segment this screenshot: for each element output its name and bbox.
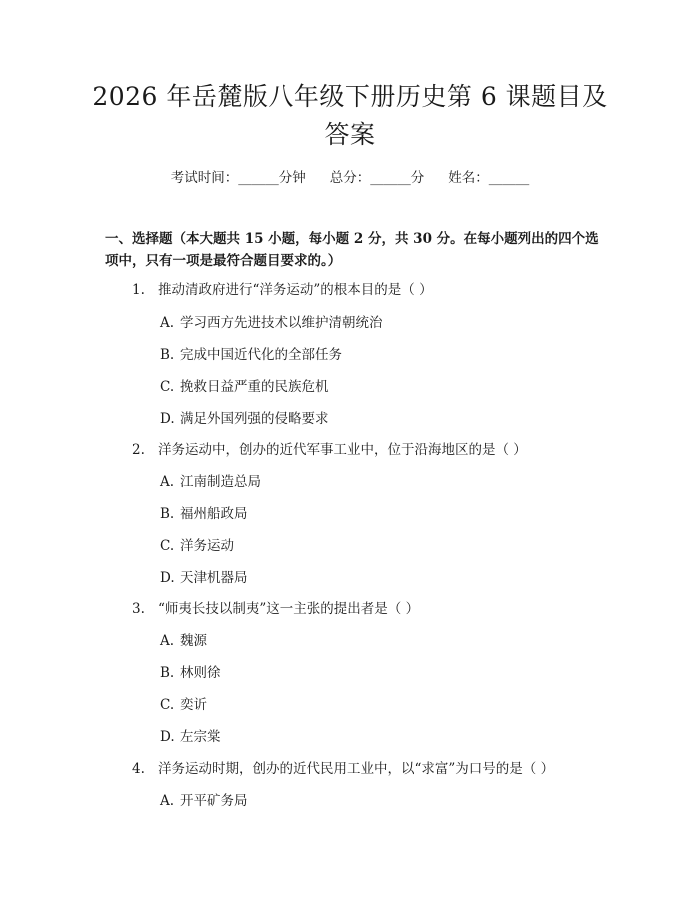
option-letter: A. [160, 315, 175, 331]
option-text: 挽救日益严重的民族危机 [180, 379, 329, 395]
option-letter: D. [160, 570, 175, 586]
name-label: 姓名：______ [448, 170, 530, 186]
title-line-1: 2026 年岳麓版八年级下册历史第 6 课题目及 [92, 82, 608, 111]
question-number: 2. [132, 442, 145, 458]
option-item [160, 536, 234, 556]
question-1 [132, 280, 433, 300]
question-text: 洋务运动中，创办的近代军事工业中，位于沿海地区的是（ ） [158, 442, 527, 458]
option-item [160, 663, 221, 683]
section-heading: 一、选择题（本大题共 15 小题，每小题 2 分，共 30 分。在每小题列出的四个选项中，只有一项是最符合题目要求的。） [105, 231, 599, 269]
option-item [160, 695, 207, 715]
option-text: 左宗棠 [180, 729, 221, 745]
question-number: 3. [132, 601, 145, 617]
option-item [160, 791, 248, 811]
option-item [160, 377, 329, 397]
total-score-label: 总分：______分 [329, 170, 425, 186]
option-item [160, 631, 207, 651]
question-number: 1. [132, 282, 145, 298]
question-number: 4. [132, 761, 145, 777]
option-text: 魏源 [180, 633, 207, 649]
option-letter: A. [160, 633, 175, 649]
page-title [90, 78, 610, 154]
question-3 [132, 599, 419, 619]
option-text: 洋务运动 [180, 538, 234, 554]
option-text: 江南制造总局 [180, 474, 261, 490]
question-text: 洋务运动时期，创办的近代民用工业中，以“求富”为口号的是（ ） [158, 761, 555, 777]
option-text: 奕䜣 [180, 697, 207, 713]
question-text: “师夷长技以制夷”这一主张的提出者是（ ） [158, 601, 420, 617]
option-text: 满足外国列强的侵略要求 [180, 411, 329, 427]
option-item [160, 727, 221, 747]
option-text: 天津机器局 [180, 570, 248, 586]
option-item [160, 504, 248, 524]
option-item [160, 568, 248, 588]
option-item [160, 472, 261, 492]
option-letter: A. [160, 474, 175, 490]
option-item [160, 313, 383, 333]
question-text: 推动清政府进行“洋务运动”的根本目的是（ ） [158, 282, 433, 298]
title-line-2: 答案 [324, 120, 376, 149]
option-letter: A. [160, 793, 175, 809]
option-text: 开平矿务局 [180, 793, 248, 809]
exam-time-label: 考试时间：______分钟 [170, 170, 306, 186]
option-letter: C. [160, 538, 175, 554]
option-item [160, 345, 342, 365]
option-letter: B. [160, 665, 175, 681]
option-letter: C. [160, 697, 175, 713]
option-text: 学习西方先进技术以维护清朝统治 [180, 315, 383, 331]
option-letter: C. [160, 379, 175, 395]
option-letter: B. [160, 506, 175, 522]
option-text: 福州船政局 [180, 506, 248, 522]
option-letter: D. [160, 729, 175, 745]
option-text: 林则徐 [180, 665, 221, 681]
option-letter: D. [160, 411, 175, 427]
option-letter: B. [160, 347, 175, 363]
exam-info [0, 168, 700, 188]
option-text: 完成中国近代化的全部任务 [180, 347, 342, 363]
option-item [160, 409, 329, 429]
question-4 [132, 759, 554, 779]
question-2 [132, 440, 527, 460]
